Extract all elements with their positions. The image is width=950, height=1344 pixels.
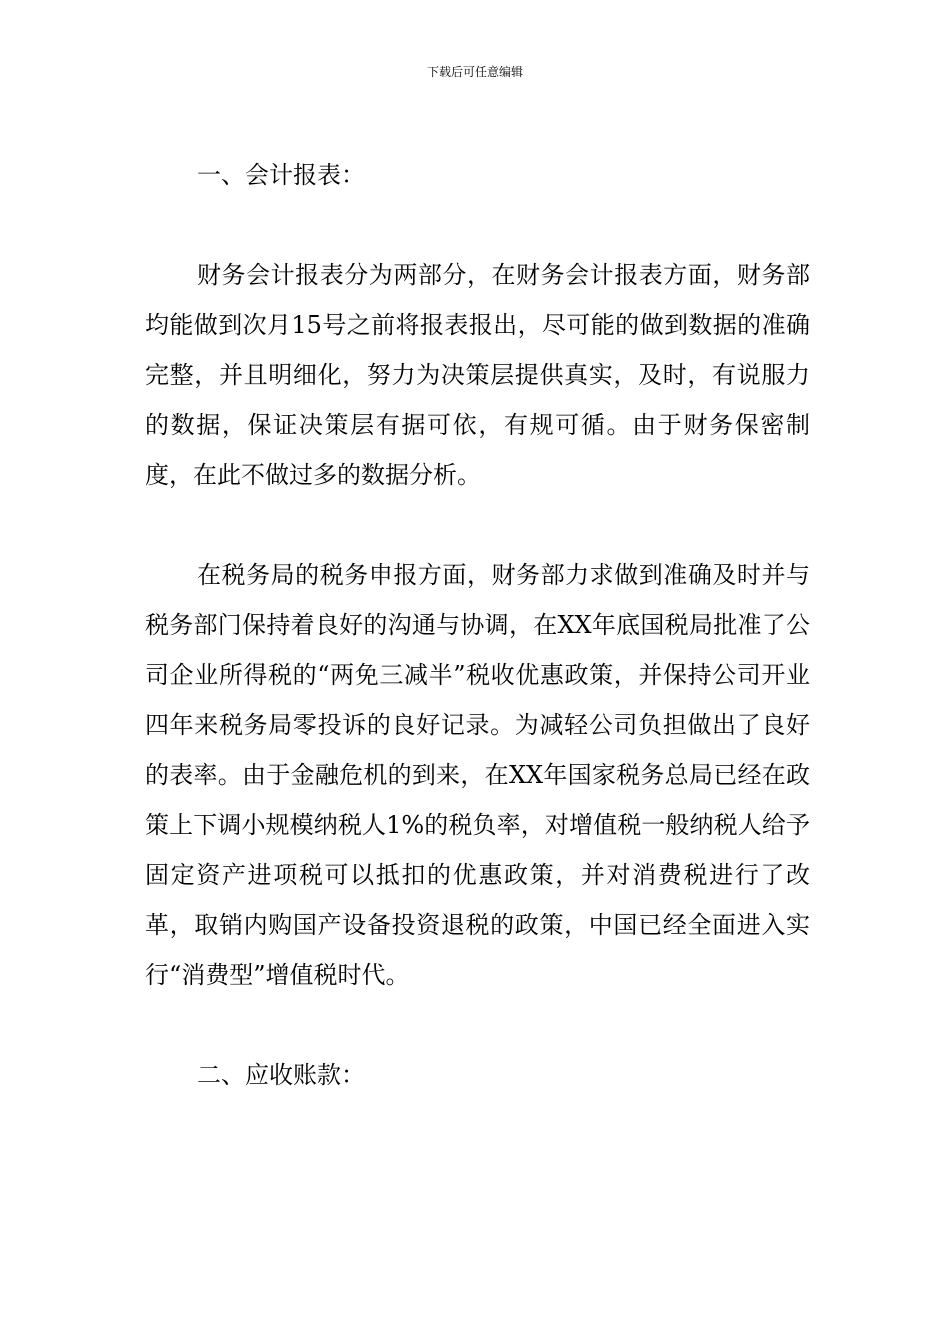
page-header: 下载后可任意编辑 <box>426 65 523 79</box>
section-heading-accounts-receivable: 二、应收账款： <box>197 1061 365 1089</box>
paragraph-financial-reports: 财务会计报表分为两部分，在财务会计报表方面，财务部均能做到次月15号之前将报表报出，尽可能的做到数据的准确完整，并且明细化，努力为决策层提供真实，及时，有说服力的数据，保证决策层有据可依，有规可循。由于财务保密制度，在此不做过多的数据分析。 <box>145 261 810 489</box>
spacer <box>145 500 810 550</box>
spacer <box>145 1000 810 1050</box>
document-body <box>145 150 810 1100</box>
spacer <box>145 200 810 250</box>
section-heading-accounting-reports: 一、会计报表： <box>197 161 365 189</box>
paragraph-tax-declaration: 在税务局的税务申报方面，财务部力求做到准确及时并与税务部门保持着良好的沟通与协调，在XX年底国税局批准了公司企业所得税的“两免三减半”税收优惠政策，并保持公司开业四年来税务局零投诉的良好记录。为减轻公司负担做出了良好的表率。由于金融危机的到来，在XX年国家税务总局已经在政策上下调小规模纳税人1%的税负率，对增值税一般纳税人给予固定资产进项税可以抵扣的优惠政策，并对消费税进行了改革，取销内购国产设备投资退税的政策，中国已经全面进入实行“消费型”增值税时代。 <box>145 561 810 989</box>
